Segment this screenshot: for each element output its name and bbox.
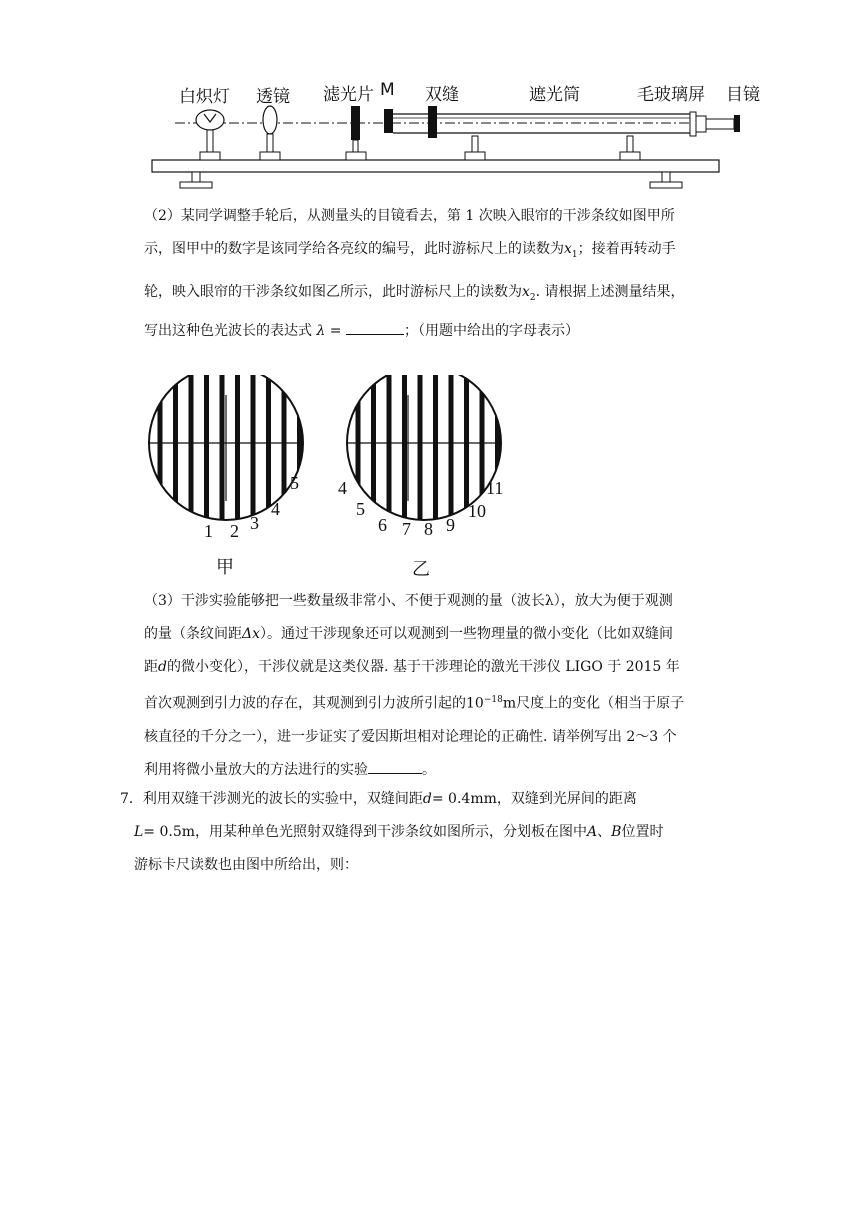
label-eyepiece: 目镜 — [726, 85, 760, 105]
part3-line5: 核直径的千分之一），进一步证实了爱因斯坦相对论理论的正确性. 请举例写出 2～3 个 — [144, 728, 677, 745]
label-m: M — [380, 80, 395, 100]
part3-paragraph — [144, 585, 724, 787]
fringe-dark-band — [418, 375, 423, 555]
apparatus-diagram — [140, 70, 780, 200]
part2-paragraph — [144, 200, 724, 348]
fringe-number: 4 — [271, 499, 280, 519]
fringe-number: 1 — [204, 521, 213, 541]
part3-line4: 首次观测到引力波的存在，其观测到引力波所引起的$10^{-18}m$尺度上的变化（相当于原子 — [144, 695, 685, 712]
answer-blank-2[interactable] — [368, 759, 422, 774]
fringe-number: 5 — [290, 473, 299, 493]
fringe-dark-band — [464, 375, 469, 555]
label-lens: 透镜 — [256, 87, 290, 107]
part2-line4: 写出这种色光波长的表达式 λ = ；（用题中给出的字母表示） — [144, 315, 724, 348]
part2-line2: 示，图甲中的数字是该同学给各亮纹的编号，此时游标尺上的读数为$x_1$；接着再转动手 — [144, 241, 676, 260]
label-tube: 遮光筒 — [529, 85, 580, 105]
q7-line3: 游标卡尺读数也由图中所给出，则： — [134, 857, 358, 873]
lambda-symbol: λ = — [316, 322, 342, 339]
fringe-number: 4 — [338, 478, 347, 498]
part2-line1: （2）某同学调整手轮后，从测量头的目镜看去，第 1 次映入眼帘的干涉条纹如图甲所 — [144, 208, 675, 224]
label-screen: 毛玻璃屏 — [637, 85, 705, 105]
q7-line2: L= 0.5m，用某种单色光照射双缝得到干涉条纹如图所示，分划板在图中A、B位置时 — [134, 824, 664, 840]
fringe-dark-band — [371, 375, 376, 555]
answer-blank-1[interactable] — [346, 320, 404, 335]
label-filter: 滤光片 — [323, 85, 374, 105]
fringe-number: 7 — [402, 519, 411, 539]
fringe-number: 9 — [446, 515, 455, 535]
fringe-number: 3 — [250, 513, 259, 533]
fringe-dark-band — [387, 375, 392, 555]
fringe-dark-band — [340, 375, 345, 555]
fringe-number: 2 — [230, 521, 239, 541]
label-double-slit: 双缝 — [425, 85, 459, 105]
fringe-dark-band — [480, 375, 485, 555]
fringe-dark-band — [173, 375, 178, 555]
question-7 — [120, 783, 740, 882]
part3-line6: 利用将微小量放大的方法进行的实验 。 — [144, 754, 724, 787]
figure-caption-jia: 甲 — [216, 557, 234, 578]
fringe-number: 11 — [486, 478, 504, 498]
fringe-number: 6 — [378, 515, 387, 535]
q7-line1: 7．利用双缝干涉测光的波长的实验中，双缝间距d= 0.4mm，双缝到光屏间的距离 — [120, 791, 637, 807]
fringe-dark-band — [189, 375, 194, 555]
label-lamp: 白炽灯 — [179, 87, 230, 107]
fringe-number: 5 — [356, 499, 365, 519]
fringe-number: 8 — [424, 519, 433, 539]
fringe-dark-band — [266, 375, 271, 555]
part2-line3: 轮，映入眼帘的干涉条纹如图乙所示，此时游标尺上的读数为$x_2$. 请根据上述测量结果， — [144, 283, 685, 303]
fringe-dark-band — [433, 375, 438, 555]
part3-line1: （3）干涉实验能够把一些数量级非常小、不便于观测的量（波长λ），放大为便于观测 — [144, 593, 673, 609]
part3-line3: 距d的微小变化），干涉仪就是这类仪器. 基于干涉理论的激光干涉仪 LIGO 于 2015 年 — [144, 659, 680, 675]
figure-caption-yi: 乙 — [412, 559, 430, 580]
fringe-figures — [140, 375, 540, 585]
part3-line2: 的量（条纹间距Δx）。通过干涉现象还可以观测到一些物理量的微小变化（比如双缝间 — [144, 626, 674, 642]
fringe-dark-band — [220, 375, 225, 555]
fringe-number: 10 — [468, 501, 486, 521]
fringe-dark-band — [282, 375, 287, 555]
fringe-dark-band — [142, 375, 147, 555]
